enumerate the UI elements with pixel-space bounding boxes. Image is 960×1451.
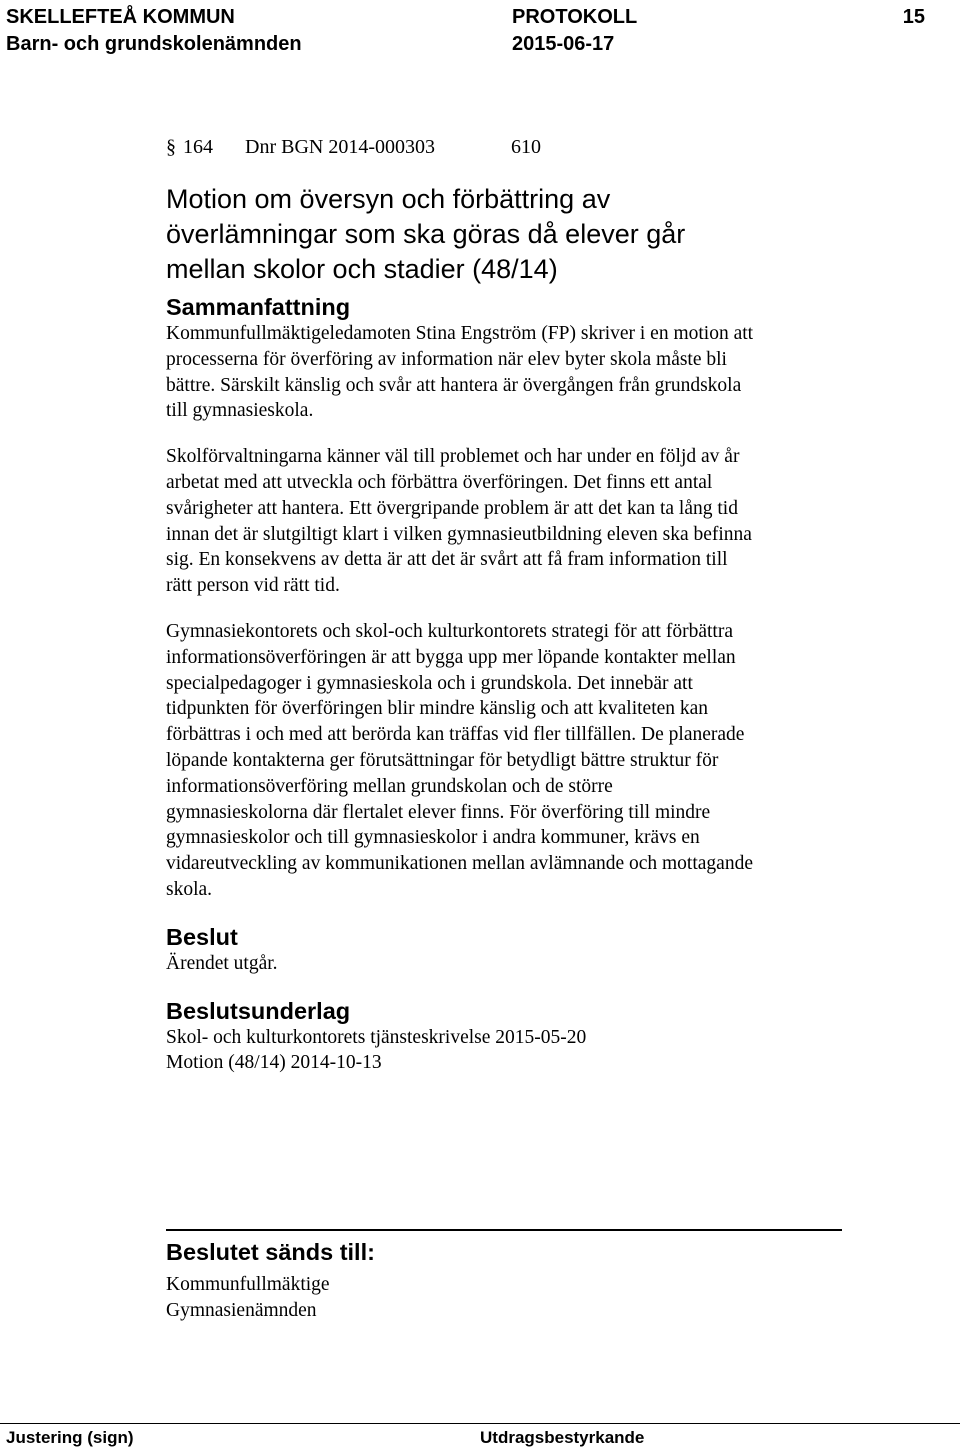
text-line: Skolförvaltningarna känner väl till problemet och har under en följd av år xyxy=(166,446,740,468)
page-number: 15 xyxy=(902,6,925,28)
board-name: Barn- och grundskolenämnden xyxy=(6,33,302,55)
summary-paragraph xyxy=(166,444,866,599)
text-line: arbetat med att utveckla och förbättra överföringen. Det finns ett antal xyxy=(166,471,713,493)
meeting-date: 2015-06-17 xyxy=(512,33,615,55)
title-line: mellan skolor och stadier (48/14) xyxy=(166,254,558,284)
text-line: innan det är slutgiltigt klart i vilken gymnasieutbildning eleven ska befinna xyxy=(166,523,752,545)
text-line: bättre. Särskilt känslig och svår att hantera är övergången från grundskola xyxy=(166,374,742,396)
paragraph-number: 164 xyxy=(183,136,213,158)
text-line: tidpunkten för överföringen blir mindre känslig och att kvaliteten kan xyxy=(166,698,709,720)
case-reference xyxy=(166,134,866,160)
archive-code: 610 xyxy=(511,136,541,158)
text-line: Kommunfullmäktigeledamoten Stina Engström (FP) skriver i en motion att xyxy=(166,323,754,344)
text-line: svårigheter att hantera. Ett övergripande problem är att det kan ta lång tid xyxy=(166,497,738,519)
registration-number: Dnr BGN 2014-000303 xyxy=(245,136,435,158)
text-line: gymnasieskolorna där flertalet elever finns. För överföring till mindre xyxy=(166,801,711,823)
summary-paragraph xyxy=(166,619,866,903)
text-line: specialpedagoger i gymnasieskola och i grundskola. Det innebär att xyxy=(166,672,693,694)
text-line: informationsöverföring mellan grundskolan och de större xyxy=(166,775,613,797)
text-line: förbättras i och med att berörda kan träffas vid fler tillfällen. De planerade xyxy=(166,724,745,746)
footer-divider xyxy=(0,1423,960,1424)
decision-text: Ärendet utgår. xyxy=(166,952,278,974)
basis-heading: Beslutsunderlag xyxy=(166,997,351,1024)
summary-heading: Sammanfattning xyxy=(166,294,351,320)
utdrag-label: Utdragsbestyrkande xyxy=(480,1428,645,1447)
text-line: gymnasieskolor och till gymnasieskolor i andra kommuner, krävs en xyxy=(166,827,700,849)
justering-label: Justering (sign) xyxy=(6,1428,134,1447)
text-line: processerna för överföring av information när elev byter skola måste bli xyxy=(166,348,727,370)
case-title xyxy=(166,182,866,287)
paragraph-symbol: § xyxy=(166,136,176,158)
summary-paragraph xyxy=(166,321,866,424)
basis-item: Motion (48/14) 2014-10-13 xyxy=(166,1052,382,1074)
organization-name: SKELLEFTEÅ KOMMUN xyxy=(6,6,235,28)
text-line: rätt person vid rätt tid. xyxy=(166,575,340,597)
title-line: överlämningar som ska göras då elever går xyxy=(166,219,686,249)
recipient: Kommunfullmäktige xyxy=(166,1274,330,1295)
text-line: till gymnasieskola. xyxy=(166,400,314,422)
sent-to-heading: Beslutet sänds till: xyxy=(166,1239,375,1265)
signature-divider xyxy=(166,1229,842,1231)
protocol-content xyxy=(166,130,866,1076)
text-line: löpande kontakterna ger förutsättningar för betydligt bättre struktur för xyxy=(166,749,719,771)
title-line: Motion om översyn och förbättring av xyxy=(166,184,611,214)
text-line: sig. En konsekvens av detta är att det är svårt att få fram information till xyxy=(166,549,728,571)
text-line: Gymnasiekontorets och skol-och kulturkontorets strategi för att förbättra xyxy=(166,620,733,642)
basis-item: Skol- och kulturkontorets tjänsteskrivelse 2015-05-20 xyxy=(166,1026,587,1048)
text-line: vidareutveckling av kommunikationen mellan avlämnande och mottagande xyxy=(166,853,753,875)
document-type: PROTOKOLL xyxy=(512,6,638,28)
sent-to-section xyxy=(166,1238,375,1324)
text-line: skola. xyxy=(166,878,213,900)
text-line: informationsöverföringen är att bygga upp mer löpande kontakter mellan xyxy=(166,646,736,668)
decision-heading: Beslut xyxy=(166,923,238,950)
recipient: Gymnasienämnden xyxy=(166,1299,317,1321)
